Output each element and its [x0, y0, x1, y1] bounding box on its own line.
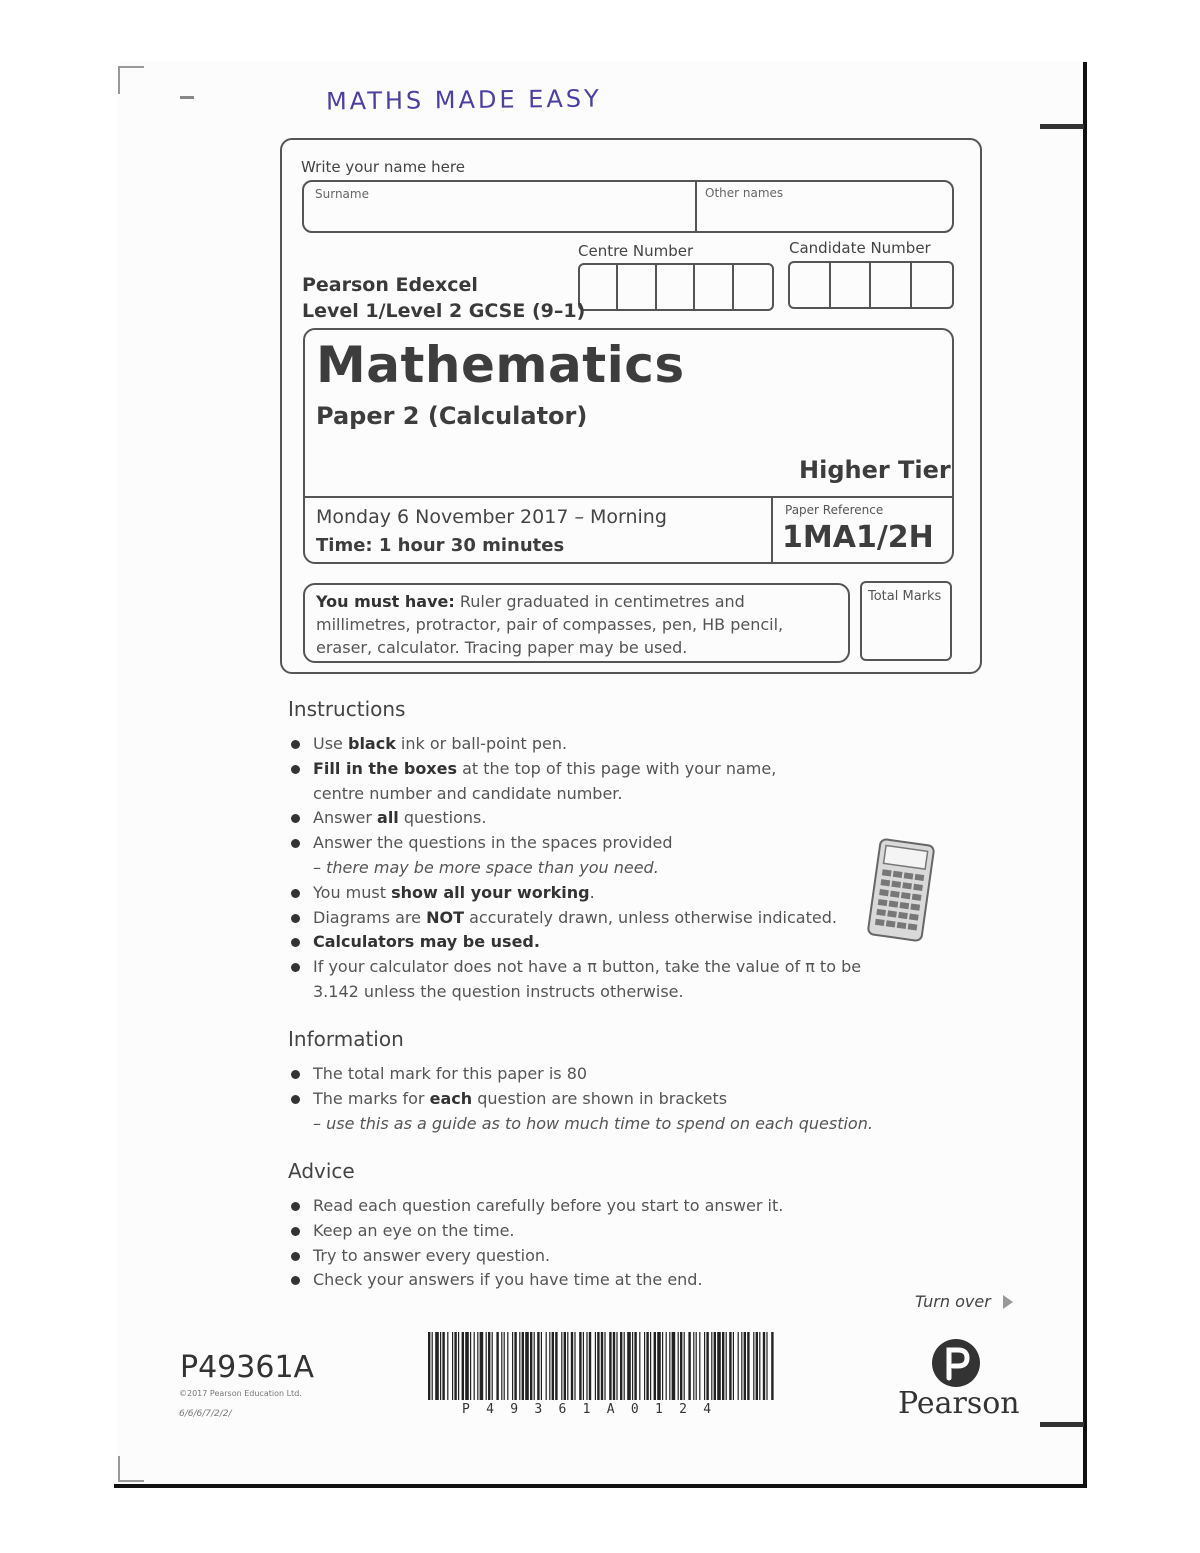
barcode-bar [546, 1332, 547, 1400]
digit-box[interactable] [831, 263, 872, 307]
scan-mark [180, 96, 194, 99]
barcode-bar [624, 1332, 625, 1400]
scan-edge-right [1083, 62, 1087, 1488]
item-continuation: – there may be more space than you need. [313, 857, 659, 877]
name-field-box[interactable] [302, 180, 954, 233]
barcode-bar [537, 1332, 539, 1400]
barcode-bar [672, 1332, 676, 1400]
item-text: at the top of this page with your name, [457, 758, 777, 778]
barcode-bar [458, 1332, 459, 1400]
barcode-bar [477, 1332, 478, 1400]
barcode-bar [432, 1332, 433, 1400]
barcode-bar [613, 1332, 615, 1400]
surname-label: Surname [315, 187, 369, 201]
barcode-bar [480, 1332, 484, 1400]
item-emphasis: Fill in the boxes [313, 758, 457, 778]
digit-box[interactable] [695, 265, 733, 309]
item-text: If your calculator does not have a π button, take the value of π to be [313, 957, 862, 977]
barcode-bar [564, 1332, 566, 1400]
barcode-bar [440, 1332, 441, 1400]
barcode-bar [684, 1332, 685, 1400]
instructions-item [288, 732, 861, 757]
barcode-bar [696, 1332, 697, 1400]
barcode-bar [616, 1332, 617, 1400]
barcode-bar [654, 1332, 656, 1400]
barcode-bar [488, 1332, 490, 1400]
title-panel-divider [305, 496, 952, 498]
digit-box[interactable] [657, 265, 695, 309]
barcode-bar [571, 1332, 573, 1400]
name-field-divider [695, 182, 697, 232]
barcode-bar [726, 1332, 727, 1400]
barcode-bar [717, 1332, 721, 1400]
advice-item [288, 1268, 783, 1293]
barcode-bar [589, 1332, 591, 1400]
item-text: Answer the questions in the spaces provided [313, 833, 673, 853]
barcode-bar [632, 1332, 633, 1400]
item-text: . [589, 882, 595, 902]
item-emphasis: Calculators may be used. [313, 932, 540, 952]
information-item [288, 1062, 873, 1087]
barcode-bar [763, 1332, 765, 1400]
item-text: questions. [398, 808, 487, 828]
barcode-bar [465, 1332, 469, 1400]
item-emphasis: all [377, 808, 399, 828]
item-text: The total mark for this paper is 80 [313, 1064, 588, 1083]
instructions-heading: Instructions [288, 697, 406, 721]
barcode-bar [601, 1332, 603, 1400]
instructions-list [288, 732, 861, 1005]
handwritten-note: MATHS MADE EASY [325, 84, 602, 116]
item-text: Keep an eye on the time. [313, 1220, 515, 1240]
tier-label: Higher Tier [799, 456, 951, 484]
advice-item [288, 1244, 783, 1269]
item-emphasis: each [429, 1088, 473, 1108]
barcode-bar [669, 1332, 670, 1400]
title-panel-divider-vertical [771, 497, 773, 562]
advice-heading: Advice [288, 1159, 355, 1183]
barcode-bar [744, 1332, 746, 1400]
turn-over-label: Turn over [915, 1292, 991, 1311]
qualification-level: Level 1/Level 2 GCSE (9–1) [302, 300, 586, 322]
barcode-bar [738, 1332, 739, 1400]
information-item [288, 1087, 873, 1137]
advice-item [288, 1219, 783, 1244]
barcode-bar [525, 1332, 529, 1400]
item-text: ink or ball-point pen. [395, 734, 568, 753]
paper-reference-code: 1MA1/2H [782, 520, 934, 555]
barcode-bar [435, 1332, 439, 1400]
barcode-bar [766, 1332, 767, 1400]
barcode [428, 1332, 774, 1404]
barcode-bar [722, 1332, 724, 1400]
print-reference: 6/6/6/7/2/2/ [179, 1409, 232, 1419]
subject-title: Mathematics [316, 336, 685, 394]
crop-mark-top-left [118, 66, 144, 94]
exam-board: Pearson Edexcel [302, 274, 478, 296]
other-names-label: Other names [705, 186, 784, 200]
barcode-bar [666, 1332, 667, 1400]
barcode-bar [442, 1332, 444, 1400]
instructions-item [288, 955, 861, 1005]
item-text: You must [313, 882, 392, 902]
centre-number-boxes[interactable] [578, 263, 774, 311]
turn-over-arrow-icon [1003, 1295, 1013, 1309]
barcode-bar [771, 1332, 773, 1400]
barcode-bar [741, 1332, 742, 1400]
barcode-bar [507, 1332, 508, 1400]
registration-mark-top [1040, 124, 1084, 129]
item-text: Read each question carefully before you start to answer it. [313, 1196, 784, 1215]
calculator-icon [866, 838, 936, 942]
information-heading: Information [288, 1027, 404, 1051]
item-text: question are shown in brackets [472, 1088, 728, 1108]
instructions-item [288, 906, 861, 931]
barcode-bar [650, 1332, 651, 1400]
barcode-bar [447, 1332, 448, 1400]
item-continuation: 3.142 unless the question instructs otherwise. [313, 981, 684, 1001]
requirements-lead: You must have: [316, 592, 455, 611]
item-text: Try to answer every question. [313, 1245, 551, 1265]
barcode-bar [574, 1332, 575, 1400]
barcode-bar [454, 1332, 456, 1400]
barcode-bar [678, 1332, 679, 1400]
barcode-bar [522, 1332, 524, 1400]
barcode-bar [501, 1332, 502, 1400]
registration-mark-bottom [1040, 1422, 1084, 1427]
item-text: Diagrams are [313, 907, 427, 927]
barcode-bar [549, 1332, 550, 1400]
digit-box[interactable] [734, 265, 772, 309]
barcode-bar [555, 1332, 557, 1400]
information-list [288, 1062, 873, 1136]
barcode-bar [486, 1332, 487, 1400]
barcode-bar [530, 1332, 532, 1400]
item-text: accurately drawn, unless otherwise indicated. [463, 907, 837, 927]
barcode-bar [504, 1332, 505, 1400]
barcode-bar [756, 1332, 758, 1400]
barcode-bar [579, 1332, 581, 1400]
item-continuation: – use this as a guide as to how much time to spend on each question. [313, 1113, 873, 1133]
requirements-body: Ruler graduated in centimetres and millimetres, protractor, pair of compasses, pen, HB pencil, eraser, calculator. Tracing paper may be used. [316, 592, 784, 657]
crop-mark-bottom-left [118, 1456, 144, 1482]
barcode-bar [561, 1332, 562, 1400]
barcode-bar [512, 1332, 513, 1400]
barcode-bar [583, 1332, 584, 1400]
barcode-bar [620, 1332, 622, 1400]
barcode-bar [470, 1332, 471, 1400]
item-text: The marks for [313, 1088, 430, 1108]
item-emphasis: black [347, 734, 396, 753]
barcode-bar [541, 1332, 542, 1400]
barcode-bar [706, 1332, 708, 1400]
barcode-bar [747, 1332, 749, 1400]
total-marks-label: Total Marks [868, 589, 942, 604]
instructions-item [288, 831, 861, 881]
barcode-bar [604, 1332, 605, 1400]
item-emphasis: show all your working [391, 882, 590, 902]
digit-box[interactable] [871, 263, 912, 307]
barcode-bar [534, 1332, 535, 1400]
barcode-bar [597, 1332, 599, 1400]
advice-list [288, 1194, 783, 1293]
barcode-bar [759, 1332, 760, 1400]
item-text: Use [313, 734, 348, 753]
item-text: Answer [313, 808, 378, 828]
barcode-bar [586, 1332, 587, 1400]
instructions-item [288, 881, 861, 906]
barcode-bar [753, 1332, 754, 1400]
item-text: Check your answers if you have time at the end. [313, 1270, 703, 1290]
barcode-bar [609, 1332, 611, 1400]
barcode-bar [646, 1332, 648, 1400]
name-label: Write your name here [301, 158, 465, 176]
scan-edge-bottom [114, 1484, 1087, 1488]
barcode-bar [680, 1332, 682, 1400]
barcode-bar [688, 1332, 690, 1400]
instructions-item [288, 757, 861, 807]
barcode-bar [627, 1332, 631, 1400]
barcode-bar [428, 1332, 430, 1400]
barcode-bar [514, 1332, 516, 1400]
paper-code: P49361A [180, 1350, 315, 1385]
barcode-bar [657, 1332, 661, 1400]
barcode-bar [552, 1332, 554, 1400]
pearson-logo-icon [931, 1338, 981, 1388]
digit-box[interactable] [618, 265, 656, 309]
digit-box[interactable] [790, 263, 831, 307]
exam-duration: Time: 1 hour 30 minutes [316, 535, 565, 556]
barcode-digits: P49361A0124 [462, 1402, 728, 1417]
instructions-item [288, 930, 861, 955]
copyright-notice: ©2017 Pearson Education Ltd. [179, 1389, 302, 1398]
barcode-bar [492, 1332, 493, 1400]
barcode-bar [693, 1332, 694, 1400]
advice-item [288, 1194, 783, 1219]
barcode-bar [639, 1332, 640, 1400]
digit-box[interactable] [580, 265, 618, 309]
candidate-number-boxes[interactable] [788, 261, 954, 309]
instructions-item [288, 806, 861, 831]
item-emphasis: NOT [426, 907, 464, 927]
barcode-bar [644, 1332, 645, 1400]
item-continuation: centre number and candidate number. [313, 783, 623, 803]
barcode-bar [496, 1332, 498, 1400]
barcode-bar [567, 1332, 568, 1400]
barcode-bar [634, 1332, 636, 1400]
barcode-bar [714, 1332, 716, 1400]
barcode-bar [474, 1332, 475, 1400]
candidate-number-label: Candidate Number [789, 239, 931, 257]
centre-number-label: Centre Number [578, 242, 694, 260]
barcode-bar [733, 1332, 734, 1400]
barcode-bar [662, 1332, 663, 1400]
barcode-bar [452, 1332, 453, 1400]
barcode-bar [519, 1332, 520, 1400]
requirements-text [316, 590, 842, 659]
barcode-bar [699, 1332, 700, 1400]
barcode-bar [462, 1332, 464, 1400]
barcode-bar [595, 1332, 596, 1400]
digit-box[interactable] [912, 263, 952, 307]
publisher-name: Pearson [898, 1386, 1020, 1421]
paper-reference-label: Paper Reference [785, 503, 884, 517]
barcode-bar [729, 1332, 731, 1400]
barcode-bar [711, 1332, 712, 1400]
exam-date: Monday 6 November 2017 – Morning [316, 506, 667, 528]
barcode-bar [704, 1332, 705, 1400]
paper-title: Paper 2 (Calculator) [316, 402, 588, 430]
